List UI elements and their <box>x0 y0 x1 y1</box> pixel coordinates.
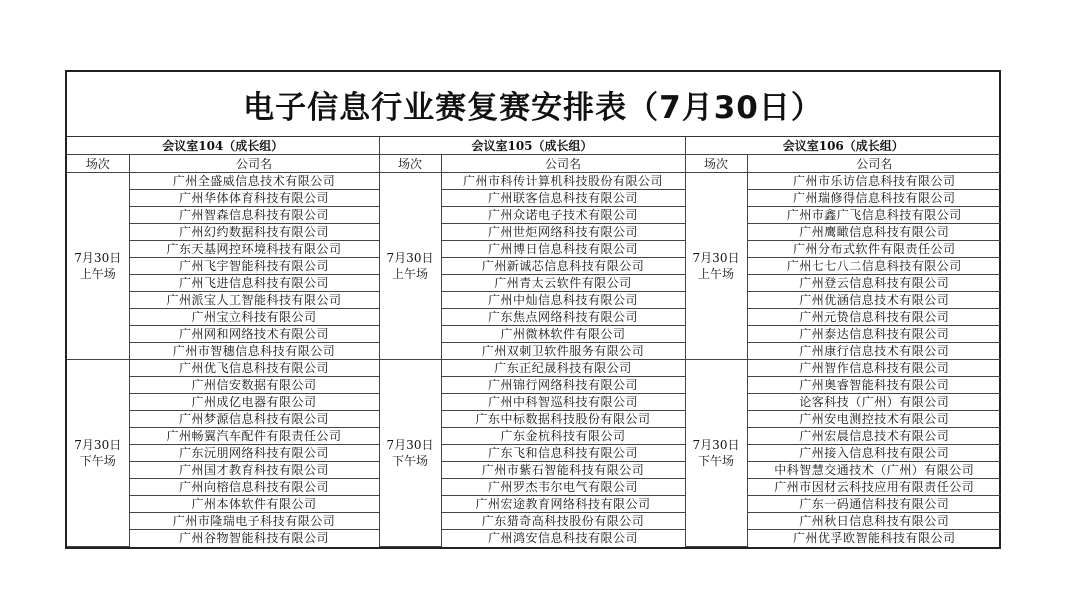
company-cell: 广州市鑫广飞信息科技有限公司 <box>747 207 1001 224</box>
company-cell: 广州市因材云科技应用有限责任公司 <box>747 479 1001 496</box>
company-cell: 广州鸿安信息科技有限公司 <box>441 530 685 547</box>
company-cell: 广州向榕信息科技有限公司 <box>129 479 379 496</box>
column-header-row <box>67 155 1001 173</box>
page-title: 电子信息行业赛复赛安排表（7月30日） <box>67 72 999 137</box>
company-cell: 广州国才教育科技有限公司 <box>129 462 379 479</box>
company-cell: 广州锦行网络科技有限公司 <box>441 377 685 394</box>
company-cell: 广州市科传计算机科技股份有限公司 <box>441 173 685 190</box>
session-time: 下午场 <box>391 453 428 468</box>
company-cell: 广东中标数据科技股份有限公司 <box>441 411 685 428</box>
company-cell: 广州分布式软件有限责任公司 <box>747 241 1001 258</box>
company-cell: 广州飞宇智能科技有限公司 <box>129 258 379 275</box>
table-row <box>67 411 1001 428</box>
room-104-header: 会议室104（成长组） <box>67 137 379 155</box>
table-row <box>67 275 1001 292</box>
session-label <box>685 173 747 360</box>
company-cell: 广州市智穗信息科技有限公司 <box>129 343 379 360</box>
table-row <box>67 530 1001 547</box>
company-cell: 广东焦点网络科技有限公司 <box>441 309 685 326</box>
session-label <box>67 360 129 547</box>
session-time: 上午场 <box>79 267 116 281</box>
company-cell: 论客科技（广州）有限公司 <box>747 394 1001 411</box>
schedule-table <box>67 137 1001 547</box>
company-cell: 广州众诺电子技术有限公司 <box>441 207 685 224</box>
company-cell: 广州优飞信息科技有限公司 <box>129 360 379 377</box>
company-cell: 广州登云信息科技有限公司 <box>747 275 1001 292</box>
company-cell: 广州谷物智能科技有限公司 <box>129 530 379 547</box>
company-cell: 广州罗杰韦尔电气有限公司 <box>441 479 685 496</box>
company-cell: 广州中科智巡科技有限公司 <box>441 394 685 411</box>
session-time: 上午场 <box>697 267 734 281</box>
room-header-row <box>67 137 1001 155</box>
room-106-header: 会议室106（成长组） <box>685 137 1001 155</box>
table-row <box>67 326 1001 343</box>
company-cell: 广州秋日信息科技有限公司 <box>747 513 1001 530</box>
company-cell: 广州康行信息技术有限公司 <box>747 343 1001 360</box>
company-cell: 广州派宝人工智能科技有限公司 <box>129 292 379 309</box>
company-cell: 广州泰达信息科技有限公司 <box>747 326 1001 343</box>
table-row <box>67 241 1001 258</box>
company-cell: 广州优孚欧智能科技有限公司 <box>747 530 1001 547</box>
table-row <box>67 173 1001 190</box>
session-label <box>67 173 129 360</box>
company-cell: 广州宏途教育网络科技有限公司 <box>441 496 685 513</box>
company-cell: 广州接入信息科技有限公司 <box>747 445 1001 462</box>
company-cell: 广州元贽信息科技有限公司 <box>747 309 1001 326</box>
company-cell: 广州梦源信息科技有限公司 <box>129 411 379 428</box>
company-cell: 广州瑞修得信息科技有限公司 <box>747 190 1001 207</box>
company-cell: 广东沅朋网络科技有限公司 <box>129 445 379 462</box>
company-cell: 广东一码通信科技有限公司 <box>747 496 1001 513</box>
company-cell: 广东正纪晟科技有限公司 <box>441 360 685 377</box>
company-cell: 广东猎奇高科技股份有限公司 <box>441 513 685 530</box>
session-time: 下午场 <box>79 453 116 468</box>
session-label <box>685 360 747 547</box>
company-cell: 广州安电测控技术有限公司 <box>747 411 1001 428</box>
company-cell: 广州市乐访信息科技有限公司 <box>747 173 1001 190</box>
table-row <box>67 190 1001 207</box>
company-cell: 广州市紫石智能科技有限公司 <box>441 462 685 479</box>
session-time: 下午场 <box>697 453 734 468</box>
company-cell: 广州智作信息科技有限公司 <box>747 360 1001 377</box>
company-column-header: 公司名 <box>441 155 685 173</box>
table-row <box>67 377 1001 394</box>
company-cell: 广州青太云软件有限公司 <box>441 275 685 292</box>
company-cell: 广州飞进信息科技有限公司 <box>129 275 379 292</box>
company-cell: 广州联客信息科技有限公司 <box>441 190 685 207</box>
session-date: 7月30日 <box>386 251 434 265</box>
company-cell: 广州畅翼汽车配件有限责任公司 <box>129 428 379 445</box>
table-row <box>67 207 1001 224</box>
company-cell: 广州幻约数据科技有限公司 <box>129 224 379 241</box>
session-date: 7月30日 <box>74 251 122 265</box>
company-cell: 广州市隆瑞电子科技有限公司 <box>129 513 379 530</box>
table-row <box>67 309 1001 326</box>
session-column-header: 场次 <box>67 155 129 173</box>
company-cell: 广州本体软件有限公司 <box>129 496 379 513</box>
company-cell: 广州新诚芯信息科技有限公司 <box>441 258 685 275</box>
table-row <box>67 258 1001 275</box>
table-row <box>67 343 1001 360</box>
company-cell: 广州中灿信息科技有限公司 <box>441 292 685 309</box>
session-date: 7月30日 <box>692 251 740 265</box>
company-column-header: 公司名 <box>747 155 1001 173</box>
table-row <box>67 394 1001 411</box>
company-cell: 广州微林软件有限公司 <box>441 326 685 343</box>
session-date: 7月30日 <box>692 437 740 452</box>
company-cell: 广州智森信息科技有限公司 <box>129 207 379 224</box>
company-cell: 广州鹰瞰信息科技有限公司 <box>747 224 1001 241</box>
company-cell: 广州全盛威信息技术有限公司 <box>129 173 379 190</box>
company-column-header: 公司名 <box>129 155 379 173</box>
session-column-header: 场次 <box>379 155 441 173</box>
session-label <box>379 360 441 547</box>
table-row <box>67 513 1001 530</box>
company-cell: 广东飞和信息科技有限公司 <box>441 445 685 462</box>
company-cell: 广州七七八二信息科技有限公司 <box>747 258 1001 275</box>
company-cell: 广州网和网络技术有限公司 <box>129 326 379 343</box>
session-date: 7月30日 <box>74 437 122 452</box>
company-cell: 广东金杭科技有限公司 <box>441 428 685 445</box>
session-time: 上午场 <box>391 267 428 281</box>
company-cell: 广州世炬网络科技有限公司 <box>441 224 685 241</box>
company-cell: 广州信安数据有限公司 <box>129 377 379 394</box>
table-row <box>67 479 1001 496</box>
company-cell: 广州优涵信息技术有限公司 <box>747 292 1001 309</box>
company-cell: 广州华体体育科技有限公司 <box>129 190 379 207</box>
company-cell: 广州博日信息科技有限公司 <box>441 241 685 258</box>
session-date: 7月30日 <box>386 437 434 452</box>
company-cell: 广州宏晨信息技术有限公司 <box>747 428 1001 445</box>
table-row <box>67 445 1001 462</box>
company-cell: 广州双刺卫软件服务有限公司 <box>441 343 685 360</box>
table-row <box>67 292 1001 309</box>
table-row <box>67 428 1001 445</box>
company-cell: 广州宝立科技有限公司 <box>129 309 379 326</box>
company-cell: 广东天基网控环境科技有限公司 <box>129 241 379 258</box>
company-cell: 广州奥睿智能科技有限公司 <box>747 377 1001 394</box>
room-105-header: 会议室105（成长组） <box>379 137 685 155</box>
table-row <box>67 496 1001 513</box>
session-label <box>379 173 441 360</box>
table-row <box>67 462 1001 479</box>
table-row <box>67 224 1001 241</box>
session-column-header: 场次 <box>685 155 747 173</box>
table-row <box>67 360 1001 377</box>
company-cell: 中科智慧交通技术（广州）有限公司 <box>747 462 1001 479</box>
schedule-sheet <box>65 70 1001 549</box>
company-cell: 广州成亿电器有限公司 <box>129 394 379 411</box>
